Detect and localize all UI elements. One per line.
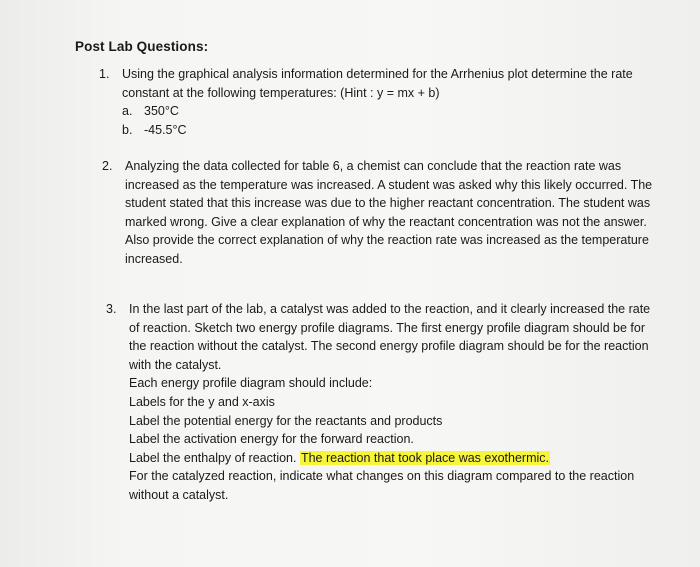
question-3-line: with the catalyst. [129, 357, 222, 372]
question-3-enthalpy-line [129, 449, 650, 468]
question-3-line: In the last part of the lab, a catalyst was added to the reaction, and it clearly increased the rate [129, 302, 651, 316]
subitem-letter: b. [122, 122, 133, 137]
subitem-text: 350°C [144, 104, 179, 119]
question-1-line: constant at the following temperatures: (Hint : y = mx + b) [122, 85, 440, 100]
question-2-line: Analyzing the data collected for table 6, a chemist can conclude that the reaction rate was [125, 159, 622, 173]
enthalpy-instruction: Label the enthalpy of reaction. [129, 450, 300, 465]
question-3-number: 3. [106, 302, 117, 316]
question-1-subitem-a [122, 102, 633, 121]
question-2-line: increased as the temperature was increased. A student was asked why this likely occurred. The [125, 177, 653, 192]
question-1-subitem-b [122, 121, 633, 140]
question-1-number: 1. [99, 67, 110, 81]
question-2-line: marked wrong. Give a clear explanation of why the reactant concentration was not the answer. [125, 214, 647, 229]
question-3-line: Label the activation energy for the forward reaction. [129, 432, 414, 447]
question-1-body [122, 65, 633, 139]
question-3-line: Label the potential energy for the reactants and products [129, 413, 443, 428]
question-3-line: For the catalyzed reaction, indicate what changes on this diagram compared to the reaction [129, 469, 635, 484]
question-2-body [125, 157, 652, 269]
question-3-line: without a catalyst. [129, 487, 229, 502]
question-3-line: Labels for the y and x-axis [129, 394, 275, 409]
question-3-line: the reaction without the catalyst. The second energy profile diagram should be for the reaction [129, 339, 649, 354]
question-2-number: 2. [102, 159, 113, 173]
question-1-line: Using the graphical analysis information determined for the Arrhenius plot determine the rate [122, 67, 633, 81]
question-3-line: Each energy profile diagram should include: [129, 376, 373, 391]
question-2-line: increased. [125, 251, 183, 266]
question-3-line: of reaction. Sketch two energy profile diagrams. The first energy profile diagram should be for [129, 320, 646, 335]
highlighted-text: The reaction that took place was exothermic. [300, 450, 550, 465]
question-2-line: Also provide the correct explanation of why the reaction rate was increased as the temperature [125, 233, 649, 248]
subitem-text: -45.5°C [144, 122, 187, 137]
question-2-line: student stated that this increase was due to the higher reactant concentration. The student was [125, 196, 651, 211]
question-3-body [129, 300, 650, 505]
page-title: Post Lab Questions: [75, 39, 209, 54]
subitem-letter: a. [122, 104, 133, 119]
